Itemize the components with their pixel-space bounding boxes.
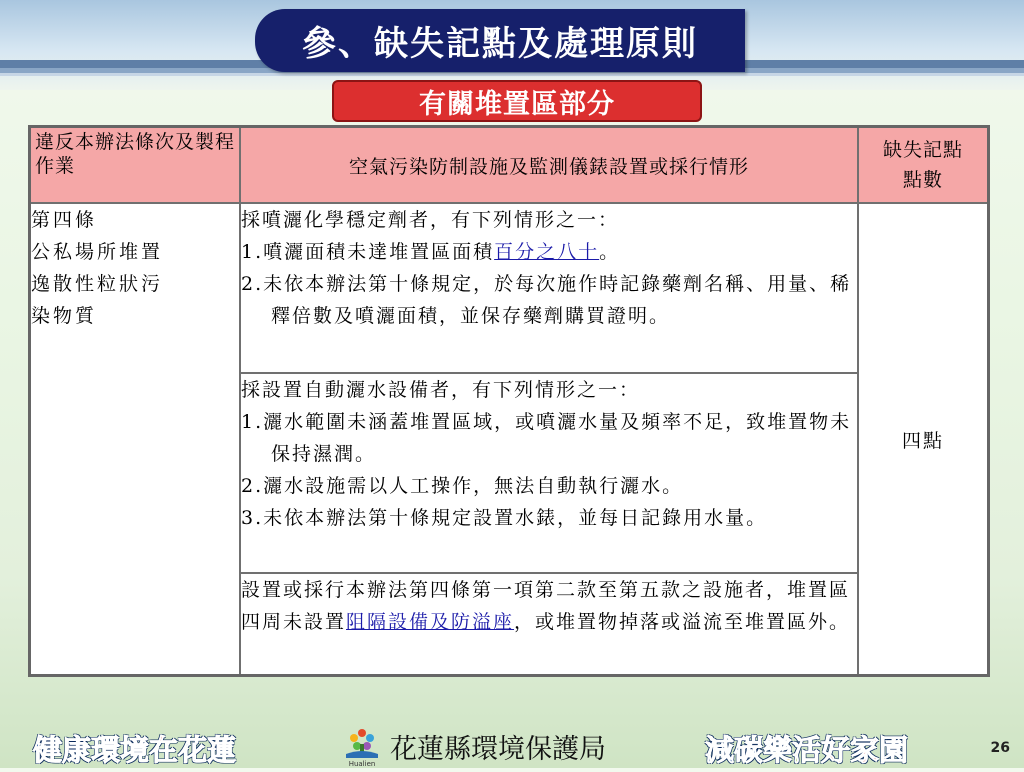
header-conditions: 空氣污染防制設施及監測儀錶設置或採行情形	[240, 127, 858, 204]
article-line: 逸散性粒狀污	[31, 273, 164, 295]
condition-item-text: 。	[599, 241, 621, 263]
article-line: 公私場所堆置	[31, 241, 164, 263]
section-subtitle: 有關堆置區部分	[332, 80, 702, 122]
slogan-word: 健康	[33, 732, 92, 767]
condition-cell-watering	[240, 373, 858, 573]
condition-item: 2.未依本辦法第十條規定，於每次施作時記錄藥劑名稱、用量、稀釋倍數及噴灑面積，並保存藥劑購買證明。	[241, 273, 852, 327]
table-header-row	[30, 127, 989, 204]
points-cell: 四點	[858, 203, 989, 676]
condition-text: 設置或採行本辦法第四條第一項第二款至第五款之設施者，堆置區四周未設置	[241, 579, 851, 633]
agency-logo-text: Hualien	[348, 760, 376, 768]
condition-item: 1.灑水範圍未涵蓋堆置區域，或噴灑水量及頻率不足，致堆置物未保持濕潤。	[241, 411, 852, 465]
table-row	[30, 203, 989, 373]
slogan-left	[33, 728, 236, 768]
agency-block	[340, 724, 606, 768]
slogan-word: 在	[149, 732, 179, 767]
slogan-word: 減碳	[705, 732, 764, 767]
condition-item: 2.灑水設施需以人工操作，無法自動執行灑水。	[241, 475, 684, 497]
article-cell	[30, 203, 241, 676]
barrier-link[interactable]: 阻隔設備及防溢座	[346, 611, 515, 633]
condition-item: 3.未依本辦法第十條規定設置水錶，並每日記錄用水量。	[241, 507, 768, 529]
slogan-word: 好家園	[821, 732, 909, 767]
page-number: 26	[990, 740, 1010, 756]
condition-intro: 採噴灑化學穩定劑者，有下列情形之一：	[241, 209, 620, 231]
condition-item-text: 1.噴灑面積未達堆置區面積	[241, 241, 495, 263]
article-line: 染物質	[31, 305, 98, 327]
agency-name: 花蓮縣環境保護局	[390, 733, 606, 765]
header-article: 違反本辦法條次及製程作業	[30, 127, 241, 204]
agency-logo-icon	[340, 724, 384, 768]
slogan-right	[705, 728, 908, 768]
condition-cell-barrier	[240, 573, 858, 676]
penalty-table	[28, 125, 990, 677]
article-line: 第四條	[31, 209, 98, 231]
condition-text: ，或堆置物掉落或溢流至堆置區外。	[514, 611, 851, 633]
header-points-label: 缺失記點點數	[882, 139, 963, 191]
condition-item	[241, 236, 857, 268]
slogan-word: 環境	[91, 732, 150, 767]
header-points	[858, 127, 989, 204]
condition-intro: 採設置自動灑水設備者，有下列情形之一：	[241, 379, 641, 401]
slogan-word: 活	[792, 732, 822, 767]
threshold-link[interactable]: 百分之八十	[494, 241, 600, 263]
slide-title: 參、缺失記點及處理原則	[255, 9, 745, 72]
slogan-word: 樂	[763, 732, 793, 767]
slogan-word: 花蓮	[178, 732, 237, 767]
header-stripe	[0, 73, 1024, 76]
footer-banner	[0, 706, 1024, 768]
condition-cell-spray	[240, 203, 858, 373]
